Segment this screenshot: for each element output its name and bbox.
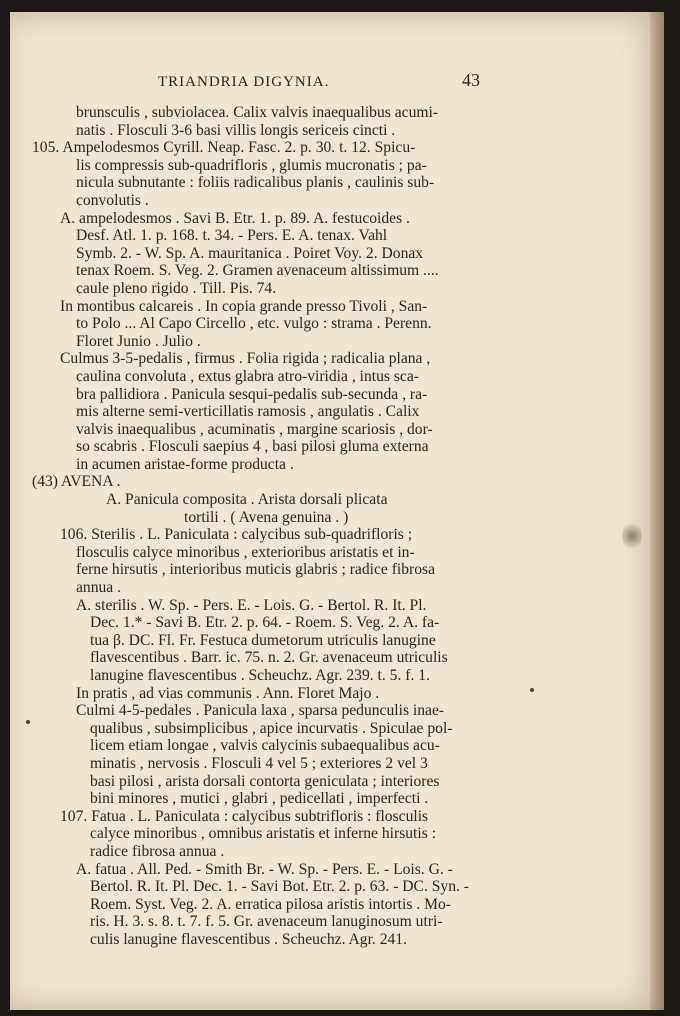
text-line: brunsculis , subviolacea. Calix valvis inaequalibus acumi- [76, 104, 439, 121]
text-line: so scabris . Flosculi saepius 4 , basi pilosi gluma externa [76, 438, 429, 456]
text-line: flavescentibus . Barr. ic. 75. n. 2. Gr. avenaceum utriculis [90, 649, 448, 667]
text-line: nicula subnutante : foliis radicalibus planis , caulinis sub- [76, 174, 435, 192]
text-line: qualibus , subsimplicibus , apice incurvatis . Spiculae pol- [90, 719, 453, 737]
synonymy-line: A. ampelodesmos . Savi B. Etr. 1. p. 89. A. festucoides . [60, 209, 410, 227]
section-line: A. Panicula composita . Arista dorsali plicata [106, 491, 388, 509]
text-line: Desf. Atl. 1. p. 168. t. 34. - Pers. E. A. tenax. Vahl [76, 227, 388, 245]
text-line: tua β. DC. Fl. Fr. Festuca dumetorum utriculis lanugine [90, 631, 436, 649]
species-entry-107: 107. Fatua . L. Paniculata : calycibus subtrifloris : flosculis [60, 807, 429, 825]
genus-heading: (43) AVENA . [32, 473, 121, 491]
text-line: tortili . ( Avena genuina . ) [184, 508, 349, 526]
text-line: ris. H. 3. s. 8. t. 7. f. 5. Gr. avenaceum lanuginosum utri- [90, 913, 443, 931]
text-line: mis alterne semi-verticillatis ramosis , angulatis . Calix [76, 403, 420, 421]
ink-speck [530, 688, 534, 692]
text-line: caulina convoluta , extus glabra atro-viridia , intus sca- [76, 367, 419, 385]
book-page [10, 12, 664, 1010]
page-header [32, 70, 522, 96]
page-text [32, 70, 522, 949]
text-line: calyce minoribus , omnibus aristatis et inferne hirsutis : [90, 825, 437, 843]
text-line: bini minores , mutici , glabri , pedicellati , imperfecti . [90, 790, 429, 808]
text-line: bra pallidiora . Panicula sesqui-pedalis sub-secunda , ra- [76, 385, 428, 403]
text-line: culis lanugine flavescentibus . Scheuchz. Agr. 241. [90, 930, 407, 948]
text-line: radice fibrosa annua . [90, 842, 225, 860]
text-line: lanugine flavescentibus . Scheuchz. Agr. 239. t. 5. f. 1. [90, 667, 430, 684]
description-line: Culmi 4-5-pedales . Panicula laxa , sparsa pedunculis inae- [76, 702, 445, 720]
text-line: valvis inaequalibus , acuminatis , margine scariosis , dor- [76, 420, 433, 438]
habitat-line: In pratis , ad vias communis . Ann. Floret Majo . [76, 684, 380, 702]
text-line: to Polo ... Al Capo Circello , etc. vulgo : strama . Perenn. [76, 315, 432, 333]
description-line: Culmus 3-5-pedalis , firmus . Folia rigida ; radicalia plana , [60, 350, 431, 368]
text-line: Symb. 2. - W. Sp. A. mauritanica . Poiret Voy. 2. Donax [76, 244, 424, 262]
page-stain [622, 520, 642, 552]
text-line: caule pleno rigido . Till. Pis. 74. [76, 279, 277, 297]
habitat-line: In montibus calcareis . In copia grande presso Tivoli , San- [60, 297, 428, 315]
species-entry-105: 105. Ampelodesmos Cyrill. Neap. Fasc. 2. p. 30. t. 12. Spicu- [32, 139, 416, 157]
text-line: tenax Roem. S. Veg. 2. Gramen avenaceum altissimum .... [76, 262, 439, 280]
text-line: annua . [76, 579, 122, 597]
text-line: ferne hirsutis , interioribus muticis glabris ; radice fibrosa [76, 561, 435, 579]
text-line: minatis , nervosis . Flosculi 4 vel 5 ; exteriores 2 vel 3 [90, 754, 428, 772]
text-line: flosculis calyce minoribus , exterioribus aristatis et in- [76, 543, 415, 561]
ink-speck [26, 720, 30, 724]
text-line: natis . Flosculi 3-6 basi villis longis sericeis cincti . [76, 121, 396, 139]
text-line: Roem. Syst. Veg. 2. A. erratica pilosa aristis intortis . Mo- [90, 895, 451, 913]
text-line: Floret Junio . Julio . [76, 332, 201, 350]
text-line: in acumen aristae-forme producta . [76, 455, 294, 473]
text-line: convolutis . [76, 191, 149, 209]
text-line: Dec. 1.* - Savi B. Etr. 2. p. 64. - Roem. S. Veg. 2. A. fa- [90, 614, 440, 632]
page-number: 43 [462, 70, 480, 90]
running-head: TRIANDRIA DIGYNIA. [158, 74, 330, 90]
text-line: Bertol. R. It. Pl. Dec. 1. - Savi Bot. Etr. 2. p. 63. - DC. Syn. - [90, 878, 470, 896]
page-spine-shadow [650, 12, 664, 1010]
text-line: basi pilosi , arista dorsali contorta geniculata ; interiores [90, 772, 440, 790]
synonymy-line: A. fatua . All. Ped. - Smith Br. - W. Sp. - Pers. E. - Lois. G. - [76, 860, 453, 878]
synonymy-line: A. sterilis . W. Sp. - Pers. E. - Lois. G. - Bertol. R. It. Pl. [76, 596, 427, 614]
species-entry-106: 106. Sterilis . L. Paniculata : calycibus sub-quadrifloris ; [60, 526, 413, 544]
text-line: licem etiam longae , valvis calycinis subaequalibus acu- [90, 737, 440, 755]
text-line: lis compressis sub-quadrifloris , glumis mucronatis ; pa- [76, 156, 427, 174]
